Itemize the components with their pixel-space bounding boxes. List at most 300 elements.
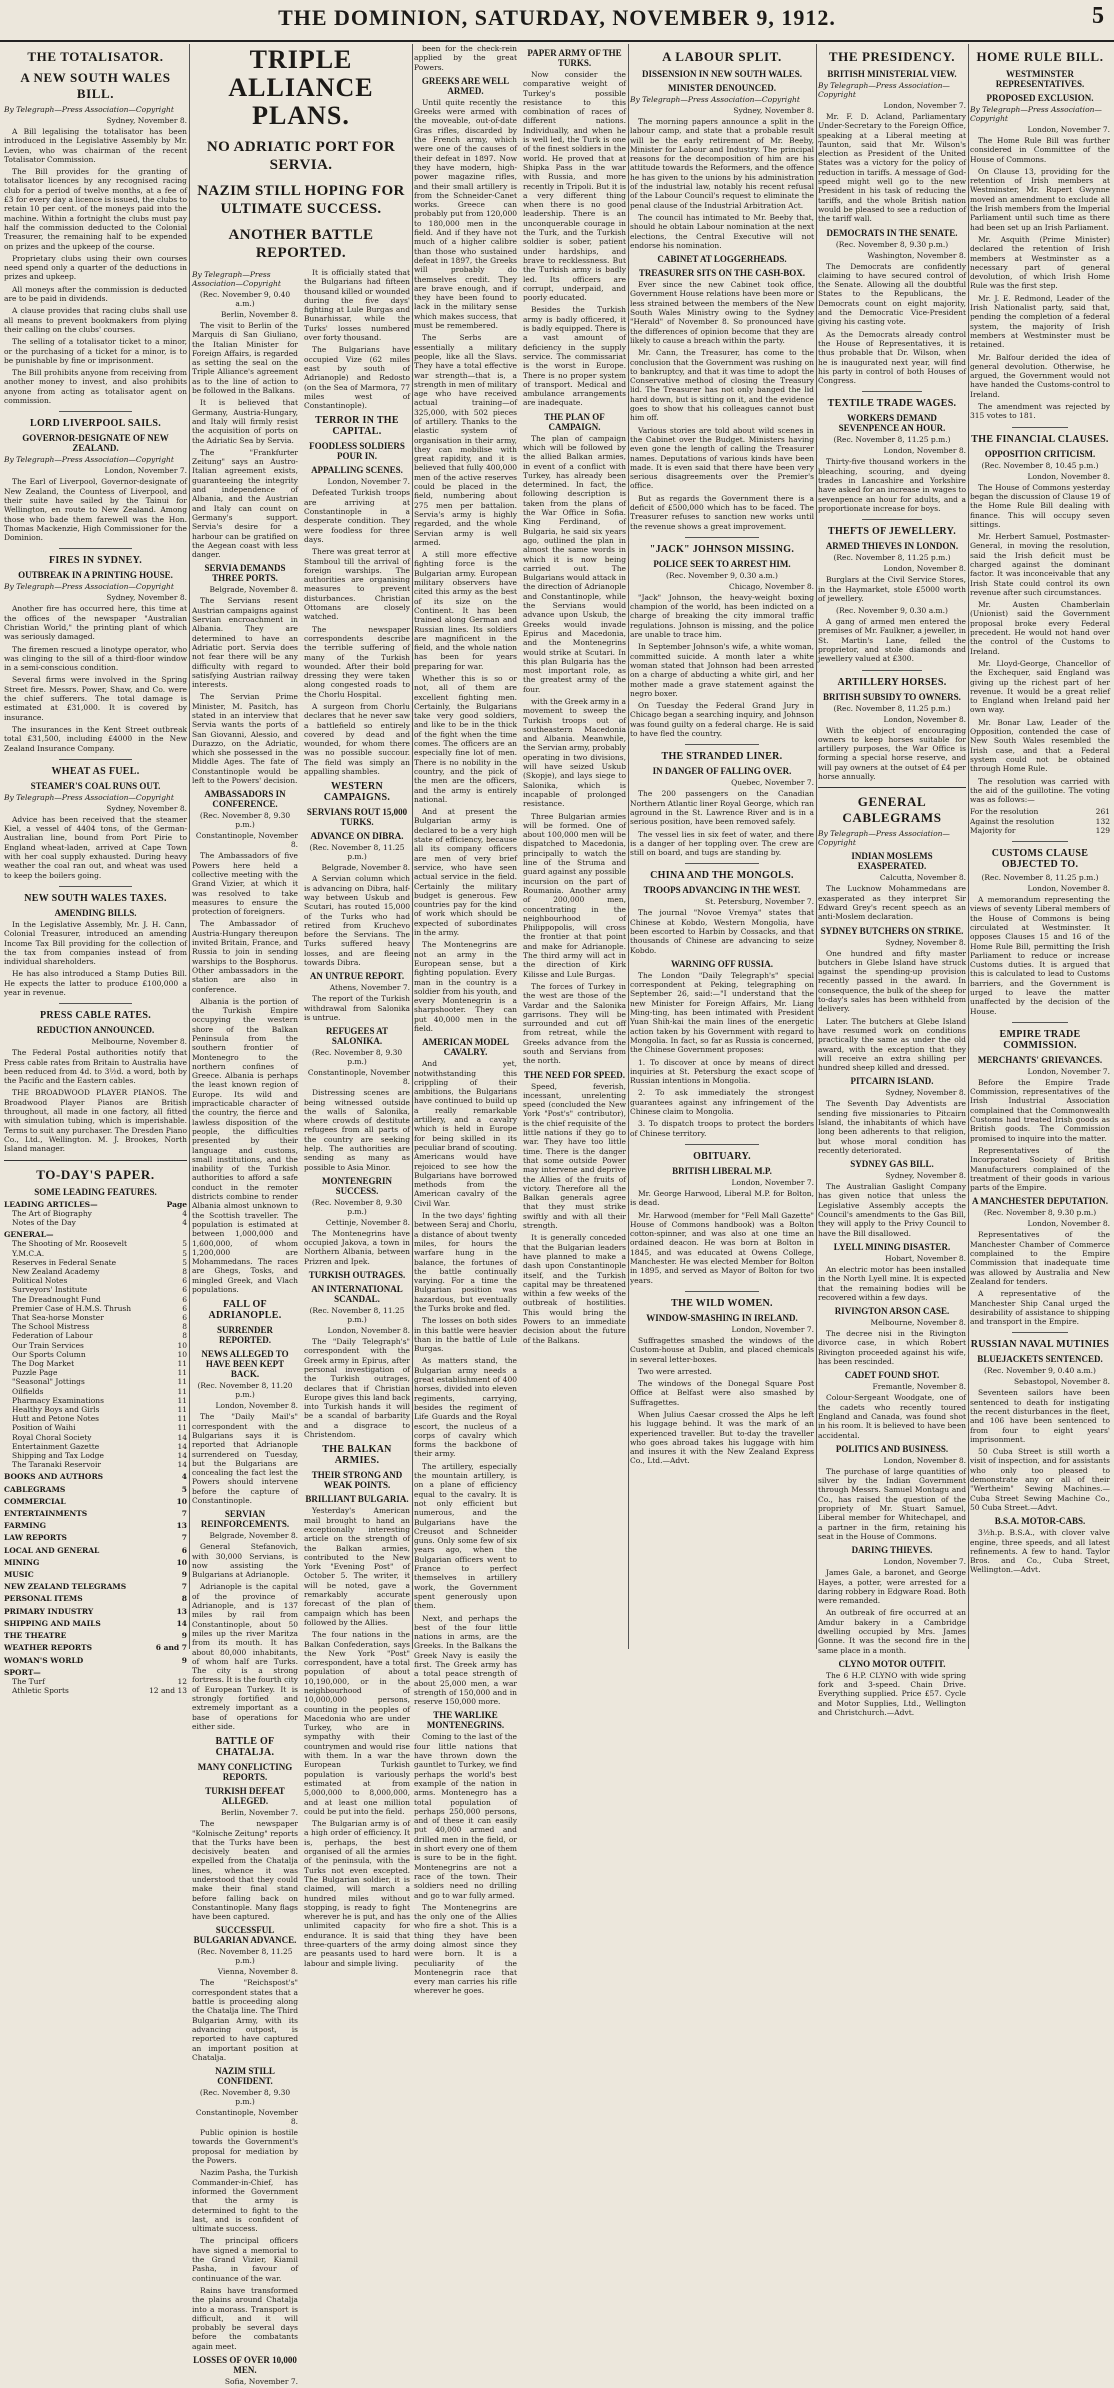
headline-totalisator: THE TOTALISATOR. [27,49,164,64]
paragraph: Albania is the portion of the Turkish Empire occupying the western shore of the Balkan Peninsula from the southern frontier of Montenegro to the northern confines of Greece. Albania is perhaps the least known region of Europe. Its wild and impracticable character of the country, the fierce and lawless disposition of the people, the difficulties presented by their language and customs, small institutions, and the inability of the Turkish authorities to afford a safe conduct in the remoter districts combine to render Albania almost unknown to the Scottish traveller. The population is estimated at between 1,000,000 and 1,600,000, of whom 1,200,000 are Mohammedans. The races are Ghegs, Tosks, and mingled Greek, and Vlach populations. [192,996,298,1295]
paragraph: There was great terror at Stamboul till the arrival of foreign warships. The authorities are organising measures to prevent disturbances. Christian Ottomans are closely watched. [304,547,410,622]
index-page: Page [166,1199,187,1209]
received: (Rec. November 8, 11.20 p.m.) [197,1381,293,1400]
paragraph: Mr. Austen Chamberlain (Unionist) said the Government proposal broke every Federal precedent. He would not hand over the control of the Customs to Ireland. [970,600,1110,656]
subhead: DARING THIEVES. [851,1545,933,1556]
dateline: Sydney, November 8. [106,803,187,813]
dateline: Berlin, November 8. [220,310,298,319]
paragraph: Representatives of the Incorporated Society of British Manufacturers complained of the treatment of their goods in various parts of the Empire. [970,1145,1110,1193]
subhead: WORKERS DEMAND SEVENPENCE AN HOUR. [838,413,946,434]
index-label: FARMING [4,1521,47,1531]
paragraph: The "Reichspost's" correspondent states that a battle is proceeding along the Chatalja line. The Third Bulgarian Army, with its advancing outpost, is reported to have captured an important position at Chatalja. [192,1978,298,2062]
paragraph: On Tuesday the Federal Grand Jury in Chicago began a searching inquiry, and Johnson was found guilty on a federal charge. He is said to have fled the country. [630,701,814,739]
index-page: 14 [176,1618,187,1628]
dateline: London, November 7. [1027,125,1110,134]
paragraph: The Servians resent Austrian campaigns against Servian encroachment in Albania. They are determined to have an Adriatic port. Servia does not fear there will be any difficulty with regard to satisfying Austrian railway interests. [192,596,298,690]
paragraph: The Seventh Day Adventists are sending five missionaries to Pitcairn Island, the inhabitants of which have long been adherents to that religion, but whose moral condition has recently deteriorated. [818,1099,966,1155]
dateline: Belgrade, November 8. [209,585,298,595]
dateline: Sydney, November 8. [106,116,187,125]
paragraph: In September Johnson's wife, a white woman, committed suicide. A month later a white woman stated that Johnson had been arrested on a charge of abducting a white girl, and her mother made a grave statement against the negro boxer. [630,642,814,698]
index-label: The Dreadnought Fund [12,1294,101,1304]
paragraph: The Bulgarians have occupied Vize (62 miles east by south of Adrianople) and Redosto (on the Sea of Marmora, 77 miles west of Constantinople). [304,345,410,411]
index-label: GENERAL— [4,1230,54,1240]
paragraph: The Ambassadors of five Powers here held a collective meeting with the Grand Vizier, at which it was resolved to take measures to ensure the protection of foreigners. [192,851,298,917]
paragraph: The decree nisi in the Rivington divorce case, in which Robert Rivington proceeded against his wife, has been rescinded. [818,1329,966,1367]
index-label: MUSIC [4,1570,34,1580]
dateline: Washington, November 8. [867,250,966,260]
index-page: 6 [182,1303,187,1313]
paragraph: The Federal Postal authorities notify that Press cable rates from Britain to Australia have been reduced from 4d. to 3½d. a word, both by the Pacific and the Eastern cables. [4,1048,187,1086]
column-rule [816,44,817,1649]
paragraph: The Montenegrins are not an army in the European sense, but a fighting population. Every man in the country is a soldier from his youth, and every Montenegrin is a sharpshooter. They can put 40,000 men in the field. [414,940,517,1033]
subhead-battle: ANOTHER BATTLE REPORTED. [228,227,374,261]
paragraph: A Bill legalising the totalisator has been introduced in the Legislative Assembly by Mr. Levien, who was chairman of the recent Totalisator Commission. [4,127,187,164]
index-label: PERSONAL ITEMS [4,1594,83,1604]
divider [59,886,132,887]
headline-artillery: ARTILLERY HORSES. [837,676,947,688]
paragraph: Coming to the last of the four little nations that have thrown down the gauntlet to Turkey, we find perhaps the world's best example of the nation in arms. Montenegro has a total population of perhaps 250,000 persons, and of these it can easily put 40,000 armed and drilled men in the field, or in short every one of them is sure to be in the fight. Montenegrins are not a race of the town. Their soldiers need no drilling and go to war fully armed. [414,1732,517,1900]
received: (Rec. November 9, 0.30 a.m.) [836,606,948,616]
dateline: Cettinje, November 8. [325,1217,410,1227]
contents-index [4,1200,187,1696]
paragraph: Two were arrested. [638,1366,712,1376]
index-page: 14 [177,1460,187,1470]
index-label: Healthy Boys and Girls [12,1405,100,1415]
paragraph: With the object of encouraging owners to keep horses suitable for artillery purposes, the War Office is forming a special horse reserve, and will pay owners at the outset of £4 per horse annually. [818,725,966,782]
vote-row [970,826,1110,835]
index-entry [4,1285,187,1294]
paragraph: been for the check-rein applied by the great Powers. [414,44,517,72]
subhead: LOSSES OF OVER 10,000 MEN. [193,2354,297,2375]
index-entry [4,1668,187,1677]
index-entry [4,1497,187,1506]
received: (Rec. November 8, 11.25 p.m.) [833,435,951,445]
index-entry [4,1239,187,1248]
subhead: PITCAIRN ISLAND. [850,1076,934,1087]
index-page: 11 [177,1405,187,1415]
dateline: St. Petersburg, November 7. [705,897,814,907]
index-label: Shipping and Tax Lodge [12,1451,104,1461]
dateline: Sebastopol, November 8. [1014,1377,1110,1387]
received: (Rec. November 9, 0.40 a.m.) [984,1366,1096,1376]
subhead: CABINET AT LOGGERHEADS. [657,254,787,265]
paragraph: The selling of a totalisator ticket to a minor, or the purchasing of a ticket for a minor, is to be punishable by fine or imprisonment. [4,337,187,365]
index-page: 11 [177,1368,187,1378]
paragraph: The Earl of Liverpool, Governor-designate of New Zealand, the Countess of Liverpool, and their suite have sailed by the Tainui for Wellington, en route to New Zealand. Among those who bade them farewell was the Hon. Thomas Mackenzie, High Commissioner for the Dominion. [4,477,187,543]
vote-label: For the resolution [970,807,1039,817]
index-label: Hutt and Petone Notes [12,1414,99,1424]
subhead: TROOPS ADVANCING IN THE WEST. [643,885,801,896]
dateline: London, November 8. [1027,1219,1110,1229]
index-label: BOOKS AND AUTHORS [4,1472,104,1482]
byline: By Telegraph—Press Association—Copyright [4,455,174,465]
subhead: PAPER ARMY OF THE TURKS. [527,48,622,68]
dateline: Vienna, November 8. [217,1967,298,1977]
story-columns [414,44,626,1999]
subhead: OPPOSITION CRITICISM. [984,448,1096,459]
subhead: SYDNEY GAS BILL. [850,1159,934,1170]
index-page: 10 [176,1557,187,1567]
index-label: Our Train Services [12,1340,84,1350]
index-page: 8 [182,1266,187,1276]
index-page: 4 [182,1208,187,1218]
headline-empire-trade: EMPIRE TRADE COMMISSION. [999,1028,1081,1051]
subhead: FALL OF ADRIANOPLE. [208,1299,282,1322]
subhead: CADET FOUND SHOT. [844,1370,940,1381]
divider [862,519,921,520]
index-page: 11 [177,1414,187,1424]
subhead: LYELL MINING DISASTER. [833,1241,951,1252]
index-entry [4,1322,187,1331]
index-page: 6 [182,1276,187,1286]
subhead: RIVINGTON ARSON CASE. [834,1306,950,1317]
index-entry [4,1396,187,1405]
subhead: BRITISH LIBERAL M.P. [672,1165,772,1176]
paragraph: One hundred and fifty master butchers in Glebe Island have struck against the spending-up provision recently passed in the award. In consequence, the bulk of the sheep for to-day's sales has been withheld from delivery. [818,948,966,1014]
index-page: 4 [181,1472,187,1482]
index-page: 13 [176,1521,187,1531]
headline-wild-women: THE WILD WOMEN. [671,1297,773,1309]
index-page: 6 [181,1545,187,1555]
paragraph: Proprietary clubs using their own courses need spend only a quarter of the deductions in prizes and upkeep. [4,253,187,282]
index-entry [4,1594,187,1603]
byline: By Telegraph—Press Association—Copyright [192,270,281,288]
index-page: 6 [182,1285,187,1295]
dateline: Sydney, November 8. [106,593,187,603]
paragraph: The "Frankfurter Zeitung" says an Austro-Italian agreement exists, guaranteeing the integrity and independence of Albania, and the Austrian and Italy can count on Germany's support. Servia's desire for a harbour can be gratified on the Aegean coast with less danger. [192,447,298,560]
index-page: 8 [182,1322,187,1332]
headline-home-rule: HOME RULE BILL. [976,49,1104,64]
index-page: 12 [177,1676,187,1686]
paragraph: The council has intimated to Mr. Beeby that, should he obtain Labour nomination at the next elections, the Central Executive will not endorse his nomination. [630,212,814,250]
vote-count: 129 [1095,825,1110,835]
newspaper-title: THE DOMINION, SATURDAY, NOVEMBER 9, 1912. [278,5,836,30]
paragraph: The losses on both sides in this battle were heavier than in the battle of Lule Burgas. [414,1316,517,1354]
index-label: New Zealand Academy [12,1266,100,1276]
index-page: 11 [177,1395,187,1405]
subhead: SERVIANS ROUT 15,000 TURKS. [306,807,408,828]
index-entry [4,1414,187,1423]
index-label: Entertainment Gazette [12,1441,100,1451]
subhead-nazim: NAZIM STILL HOPING FOR ULTIMATE SUCCESS. [197,183,405,217]
paragraph: The Australian Gaslight Company has given notice that unless the Legislative Assembly accepts the Council's amendments to the Gas Bill, they will apply to the Privy Council to have the Bill disallowed. [818,1182,966,1238]
subhead: WESTERN CAMPAIGNS. [323,781,391,804]
paragraph: Adrianople is the capital of the province of Adrianople, and is 137 miles by rail from Constantinople, about 50 miles up the river Maritza from its mouth. It has about 80,000 inhabitants, of whom half are Turks. The city is a strong fortress. It is the fourth city of European Turkey. It is strongly fortified and extremely important as a base of operations for either side. [192,1582,298,1731]
subhead: BATTLE OF CHATALJA. [215,1736,275,1759]
subhead: A MANCHESTER DEPUTATION. [972,1196,1108,1207]
headline-presidency: THE PRESIDENCY. [828,49,956,64]
subhead: DEMOCRATS IN THE SENATE. [826,227,958,238]
index-entry [4,1200,187,1209]
headline-stranded-liner: THE STRANDED LINER. [661,751,783,763]
index-label: The Shooting of Mr. Roosevelt [12,1239,128,1249]
paragraph: 1. To discover at once by means of direct inquiries at St. Petersburg the exact scope of Russian intentions in Mongolia. [630,1057,814,1086]
divider [862,670,921,671]
subhead: BLUEJACKETS SENTENCED. [977,1354,1103,1365]
headline-customs: CUSTOMS CLAUSE OBJECTED TO. [991,848,1089,871]
index-page: 10 [176,1496,187,1506]
paragraph: The Montenegrins have occupied Jakova, a town in Northern Albania, between Prizren and Ipek. [304,1228,410,1266]
index-page [183,1230,187,1239]
paragraph: Mr. Balfour derided the idea of general devolution. Otherwise, he argued, the Government would not have handed the Customs-control to Ireland. [970,352,1110,399]
paragraph: The Democrats are confidently claiming to have secured control of the Senate. Allowing all the doubtful States to the Republicans, the Democrats count on eight majority, and the Democratic Vice-President giving his casting vote. [818,261,966,327]
subhead: MONTENEGRIN SUCCESS. [321,1175,392,1196]
paragraph: It is believed that Germany, Austria-Hungary, and Italy will firmly resist the acquisition of ports on the Adriatic Sea by Servia. [192,398,298,445]
column-rule [189,44,190,1649]
index-entry [4,1570,187,1579]
index-label: The Taranaki Reservoir [12,1460,101,1470]
paragraph: Besides the Turkish army is badly officered, it is badly equipped. There is a vast amount of deficiency in the supply service. The commissariat is the worst in Europe. There is no proper system of transport. Medical and ambulance arrangements are inadequate. [523,305,626,408]
subhead: THE PLAN OF CAMPAIGN. [544,411,605,432]
dateline: London, November 8. [883,1455,966,1465]
paragraph: All moneys after the commission is deducted are to be paid in dividends. [4,284,187,304]
subhead: THE NEED FOR SPEED. [523,1069,626,1080]
received: (Rec. November 8, 11.25 p.m.) [309,1306,405,1325]
paragraph: A still more effective fighting force is the Bulgarian army. European military observers have cited this army as the best of its size on the Continent. It has been trained along German and Russian lines. Its soldiers are magnificent in the field, and the whole nation has been for years preparing for war. [414,550,517,671]
index-entry [4,1558,187,1567]
index-label: Surveyors' Institute [12,1285,88,1295]
paragraph: General Stefanovich, with 30,000 Servians, is now assisting the Bulgarians at Adrianople. [192,1542,298,1580]
paragraph: The morning papers announce a split in the labour camp, and state that a probable result will be the early retirement of Mr. Beeby, Minister for Labour and Industry. The principal reasons for the decomposition of him are his attitude towards the Reformers, and the offence he has given to the unions by his administration of the industrial law, notably his recent refusal of the Labour Council's request to eliminate the penal clause of the Industrial Arbitration Act. [630,117,814,210]
paragraph: In the two days' fighting between Seraj and Chorlu, a distance of about twenty miles, for hours the warfare hung in the balance, the fortunes of the battle continually varying. For a time the Bulgarian position was hazardous, but eventually the Turks broke and fled. [414,1211,517,1313]
received: (Rec. November 8, 10.45 p.m.) [981,460,1099,470]
received: (Rec. November 9, 0.30 a.m.) [666,570,778,580]
paragraph: The principal officers have signed a memorial to the Grand Vizier, Kiamil Pasha, in favour of continuance of the war. [192,2236,298,2283]
headline-obituary: OBITUARY. [693,1150,751,1162]
paragraph: Later. The butchers at Glebe Island have resumed work on conditions practically the same as under the old award, with the exception that they will receive an extra shilling per hundred sheep killed and dressed. [818,1016,966,1073]
headline-thefts: THEFTS OF JEWELLERY. [828,526,956,538]
advertisement: The 6 H.P. CLYNO with wide spring fork and 3-speed. Chain Drive. Everything supplied. Price £57. Cycle and Motor Supplies, Ltd., Wellington and Christchurch.—Advt. [818,1670,966,1718]
subhead-steamer: STEAMER'S COAL RUNS OUT. [30,780,161,791]
subhead: SERVIAN REINFORCEMENTS. [200,1509,290,1530]
index-entry [4,1423,187,1432]
dateline: London, November 7. [327,477,410,487]
column-3 [414,44,626,1996]
column-4 [630,44,814,1649]
index-entry [4,1521,187,1530]
headline-nsw-taxes: NEW SOUTH WALES TAXES. [24,892,167,904]
index-entry [4,1485,187,1494]
column-rule [412,44,413,1649]
paragraph: Rains have transformed the plains around Chatalja into a morass. Transport is difficult, and it will probably be several days before the combatants again meet. [192,2285,298,2351]
index-page: 6 [182,1313,187,1322]
index-entry [4,1631,187,1640]
paragraph: The report of the Turkish withdrawal from Salonika is untrue. [304,994,410,1022]
paragraph: Mr. Bonar Law, Leader of the Opposition, contended the case of New South Wales resembled the Irish case, and that a Federal system could not be obtained through Home Rule. [970,717,1110,774]
subhead: ADVANCE ON DIBRA. [310,831,404,842]
dateline: Sydney, November 8. [885,937,966,947]
received: (Rec. November 9, 0.40 a.m.) [199,290,291,308]
received: (Rec. November 8, 11.25 p.m.) [981,873,1099,883]
dateline: Melbourne, November 8. [870,1318,966,1328]
index-page: 11 [177,1359,187,1369]
paragraph: The Bulgarian army is of a high order of efficiency. It is, perhaps, the best organised of all the armies of the peninsula, with the Turks not even excepted. The Bulgarian soldier, it is claimed, will march a hundred miles without stopping, is ready to fight wherever he is put, and has unlimited capacity for endurance. It is said that three-quarters of the army are peasants used to hard labour and simple living. [304,1819,410,1968]
index-entry [4,1451,187,1460]
subhead: APPALLING SCENES. [311,465,403,476]
divider [59,1003,132,1004]
divider [4,1160,187,1161]
index-label: Political Notes [12,1276,68,1286]
divider [1012,1332,1068,1333]
paragraph: As matters stand, the Bulgarian army needs a great establishment of 400 horses, divided into eleven regiments, carrying, besides the regiment of Life Guards and the Royal escort, the nucleus of a corps of cavalry which forms the backbone of their army. [414,1356,517,1459]
index-label: Puzzle Page [12,1368,58,1378]
paragraph: Advice has been received that the steamer Kiel, a vessel of 4404 tons, of the German-Australian line, bound from Port Pirie to England wheat-laden, arrived at Cape Town with her coal supply exhausted. During heavy weather the coal ran out, and wheat was used to keep the boilers going. [4,814,187,880]
paragraph: And at present the Bulgarian army is declared to be a very high state of efficiency, because all its company officers are men of very brief service, who have seen actual service in the field. Certainly the military budget is generous. Few countries pay for the kind of work which should be expected of subordinates in the army. [414,807,517,938]
index-label: WOMAN'S WORLD [4,1655,84,1665]
column-5 [818,44,966,1718]
subhead: THE BALKAN ARMIES. [322,1444,392,1467]
paragraph: Mr. Asquith (Prime Minister) declared the retention of Irish members at Westminster as a necessary part of general devolution, of which Irish Home Rule was the first step. [970,234,1110,291]
paragraph: A gang of armed men entered the premises of Mr. Faulkner, a jeweller, in St. Martin's Lane, felled the proprietor, and stole diamonds and jewellery valued at £300. [818,617,966,664]
paragraph: Mr. F. D. Acland, Parliamentary Under-Secretary to the Foreign Office, speaking at a Liberal meeting at Taunton, said that Mr. Wilson's election as President of the United States was a victory for the policy of reduction in tariffs. A message of God-speed might well go to the new President in his task of reducing the tariffs, and the whole British nation would be pleased to see a reduction of the tariff wall. [818,112,966,224]
index-page: 9 [181,1655,187,1665]
index-entry [4,1533,187,1542]
subhead: AN INTERNATIONAL SCANDAL. [311,1284,403,1305]
paragraph: 2. To ask immediately the strongest guarantees against any infringement of the Chinese claim to Mongolia. [630,1088,814,1117]
index-page: 13 [176,1606,187,1616]
paragraph: The Montenegrins are the only one of the Allies who fire a shot. This is a thing they have been doing almost since they were born. It is a peculiarity of the Montenegrin race that every man carries his rifle wherever he goes. [414,1902,517,1996]
dateline: London, November 8. [883,446,966,456]
vote-table [970,807,1110,835]
subhead: PROPOSED EXCLUSION. [986,93,1094,103]
paragraph: Suffragettes smashed the windows of the Custom-house at Dublin, and placed chemicals in several letter-boxes. [630,1335,814,1364]
index-entry [4,1313,187,1322]
index-page: 11 [177,1386,187,1396]
paragraph: 3. To dispatch troops to protect the borders of Chinese territory. [630,1119,814,1138]
paragraph: Seventeen sailors have been sentenced to death for instigating the recent disturbances in the fleet, and 106 have been sentenced to from four to eight years' imprisonment. [970,1388,1110,1444]
paragraph: But as regards the Government there is a deficit of £500,000 which has to be faced. The Treasurer refuses to sanction new works until the revenue shows a great improvement. [630,493,814,531]
dateline: London, November 8. [215,1401,298,1411]
index-label: NEW ZEALAND TELEGRAMS [4,1582,127,1592]
subhead: TERROR IN THE CAPITAL. [315,415,399,438]
index-page: 11 [177,1423,187,1433]
index-entry [4,1582,187,1591]
dateline: Constantinople, November 8. [307,1068,410,1087]
subhead: WARNING OFF RUSSIA. [671,958,773,969]
paragraph: And yet, notwithstanding this crippling of their ambitions, the Bulgarians have continued to build up a really remarkable artillery, and a cavalry which is held in Europe for being skilled in its peculiar brand of scouting. Americans would have rejoiced to see how the Bulgarians have borrowed methods from the American cavalry of the Civil War. [414,1059,517,1208]
index-label: The Art of Biography [12,1208,92,1218]
headline-johnson: "JACK" JOHNSON MISSING. [649,543,795,555]
index-label: Our Sports Column [12,1349,86,1359]
paragraph: In the Legislative Assembly, Mr. J. H. Cann, Colonial Treasurer, introduced an amending Income Tax Bill providing for the collection of the tax from companies instead of from individual shareholders. [4,919,187,967]
paragraph: He has also introduced a Stamp Duties Bill. He expects the latter to produce £100,000 a year in revenue. [4,969,187,997]
headline-general-cablegrams: GENERAL CABLEGRAMS [842,794,942,826]
headline-todays-paper: TO-DAY'S PAPER. [36,1166,155,1182]
dateline: London, November 7. [731,1324,814,1334]
headline-china: CHINA AND THE MONGOLS. [650,870,794,882]
headline-financial: THE FINANCIAL CLAUSES. [971,433,1109,445]
index-label: Oilfields [12,1386,44,1396]
paragraph: Mr. Harwood (member for "Fell Mall Gazette" House of Commons handbook) was a Bolton cotton-spinner, and was also at one time an ordained deacon. He was born at Bolton in 1845, and was educated at Owens College, Manchester. He was elected Member for Bolton in 1895, and served as Mayor of Bolton for two years. [630,1210,814,1285]
dateline: London, November 8. [1027,884,1110,894]
page-number: 5 [1092,3,1104,29]
index-label: Athletic Sports [12,1686,69,1696]
paragraph: Representatives of the Manchester Chamber of Commerce complained to the Empire Commission that inadequate time was allowed by Australia and New Zealand for tenders. [970,1230,1110,1286]
index-entry [4,1377,187,1386]
byline: By Telegraph—Press Association—Copyright [4,105,174,114]
story-column-right [523,44,626,1999]
paragraph: Mr. J. E. Redmond, Leader of the Irish Nationalist party, said that, pending the completion of a federal system, the majority of Irish members at Westminster must be retained. [970,293,1110,350]
index-label: The Dog Market [12,1359,75,1369]
paragraph: The Servian Prime Minister, M. Pasitch, has stated in an interview that Servia wants the ports of San Giovanni, Alessio, and Durazzo, on the Adriatic, which she possessed in the Middle Ages. The fate of Constantinople would be left to the Powers' decision. [192,692,298,786]
subhead: MERCHANTS' GRIEVANCES. [977,1054,1103,1065]
dateline: Calcutta, November 8. [879,873,966,883]
index-page: 10 [177,1349,187,1359]
byline: By Telegraph—Press Association—Copyright [818,829,950,848]
dateline: Quebec, November 7. [731,778,814,788]
paragraph: The journal "Novoe Vremya" states that Chinese at Kobdo, Western Mongolia, have been escorted to Harbin by Cossacks, and that thousands of Chinese are advancing to seize Kobdo. [630,908,814,955]
index-label: Y.M.C.A. [12,1248,45,1258]
received: (Rec. November 8, 9.30 p.m.) [199,2088,291,2107]
dateline: London, November 7. [104,466,187,476]
dateline: London, November 8. [883,714,966,724]
story-column-right [304,268,410,2388]
subhead-nsw-bill: A NEW SOUTH WALES BILL. [20,70,171,101]
index-label: Notes of the Day [12,1217,76,1227]
index-page: 5 [182,1248,187,1258]
dateline: Sofia, November 7. [224,2376,298,2386]
index-entry [4,1267,187,1276]
vote-count: 132 [1095,816,1110,826]
subhead: SURRENDER REPORTED. [216,1325,273,1346]
dateline: Belgrade, November 8. [209,1531,298,1541]
subhead: CLYNO MOTOR OUTFIT. [838,1658,946,1669]
index-label: WEATHER REPORTS [4,1643,92,1653]
advertisement: 50 Cuba Street is still worth a visit of inspection, and for assistants who only too pleased to demonstrate any or all of their "Wertheim" Sewing Machines.—Cuba Street Sewing Machine Co., 50 Cuba Street.—Advt. [970,1447,1110,1512]
index-label: SPORT— [4,1667,41,1677]
divider [59,548,132,549]
dateline: London, November 8. [327,1326,410,1336]
dateline: Berlin, November 7. [220,1808,298,1818]
paragraph: A clause provides that racing clubs shall use all means to prevent bookmakers from plying their calling on the clubs' courses. [4,306,187,334]
subhead-outbreak: OUTBREAK IN A PRINTING HOUSE. [18,570,173,581]
dateline: Constantinople, November 8. [195,2108,298,2127]
index-page: 14 [177,1451,187,1461]
paragraph: The Ambassador of Austria-Hungary thereupon invited Britain, France, and Russia to join in sending warships to the Bosphorus. Other ambassadors in the station are also in conference. [192,919,298,994]
index-entry [4,1643,187,1652]
index-label: The School Mistress [12,1322,90,1332]
paragraph: The "Daily Telegraph's" correspondent with the Greek army in Epirus, after personal investigation of the Turkish outrages, declares that if Christian Europe gives this land back into Turkish hands it will be a scandal of barbarity and a disgrace to Christendom. [304,1337,410,1440]
dateline: Sydney, November 8. [885,1088,966,1098]
index-label: The Turf [12,1676,45,1686]
dateline: Sydney, November 8. [885,1171,966,1181]
paragraph: with the Greek army in a movement to sweep the Turkish troops out of southeastern Macedonia and Albania. Meanwhile, the Servian army, probably operating in two divisions, will have seized Uskub (Skopje), and lays siege to Salonika, which is incapable of prolonged resistance. [523,697,626,809]
subhead: SERVIA DEMANDS THREE PORTS. [204,563,286,584]
index-label: SHIPPING AND MAILS [4,1618,101,1628]
index-entry [4,1368,187,1377]
subhead: TREASURER SITS ON THE CASH-BOX. [638,268,806,279]
index-entry [4,1442,187,1451]
index-label: THE THEATRE [4,1631,67,1641]
paragraph: Now consider the comparative weight of Turkey's possible resistance to this combination of races of different nations. Individually, and when he is well led, the Turk is one of the finest soldiers in the world. He proved that at Shipka Pass in the war with Russia, and more recently in Tripoli. But it is a very different thing when there is no good leadership. There is an unconquerable courage in the Turk, and the Turkish soldier is sober, patient under hardships, and brave to recklessness. But the Turkish army is badly led. Its officers are corrupt, underpaid, and poorly educated. [523,70,626,303]
paragraph: The plan of campaign which will be followed by the allied Balkan armies, in event of a conflict with Turkey, has already been determined. In fact, the following description is taken from the plans of the War Office in Sofia. King Ferdinand, of Bulgaria, he said six years ago, outlined the plan in almost the same words in which it is now being carried out. The Bulgarians would attack in the direction of Adrianople and Constantinople, while the Servians would advance upon Uskub, the Greeks would invade Epirus and Macedonia, and the Montenegrins would strike at Scutari. In this plan Bulgaria has the most important role, as the greatest army of the four. [523,433,626,694]
subhead: THE WARLIKE MONTENEGRINS. [426,1710,505,1731]
paragraph: A representative of the Manchester Ship Canal urged the desirability of assistance to shipping and transport in the Empire. [970,1289,1110,1327]
subhead: THEIR STRONG AND WEAK POINTS. [311,1470,403,1491]
divider [1012,1022,1068,1023]
index-entry [4,1350,187,1359]
paragraph: An outbreak of fire occurred at an Amdur bakery in a Cambridge dwelling occupied by Mrs. James Gonne. It was the second fire in the same place in a month. [818,1608,966,1655]
dateline: Melbourne, November 8. [91,1037,187,1047]
column-rule [968,44,969,1649]
paragraph: The newspaper "Kolnische Zeitung" reports that the Turks have been decisively beaten and expelled from the Chatalja lines, whence it was understood that they could make their final stand before falling back on Constantinople. Many flags have been captured. [192,1819,298,1922]
dateline: Hobart, November 8. [885,1253,966,1263]
paragraph: The Bill prohibits anyone from receiving from another money to invest, and also prohibits anyone from acting as totalisator agent on commission. [4,368,187,406]
byline: By Telegraph—Press Association—Copyright [970,105,1102,123]
subhead: BRILLIANT BULGARIA. [305,1494,409,1505]
index-entry [4,1405,187,1414]
subhead-reduction: REDUCTION ANNOUNCED. [36,1025,155,1036]
